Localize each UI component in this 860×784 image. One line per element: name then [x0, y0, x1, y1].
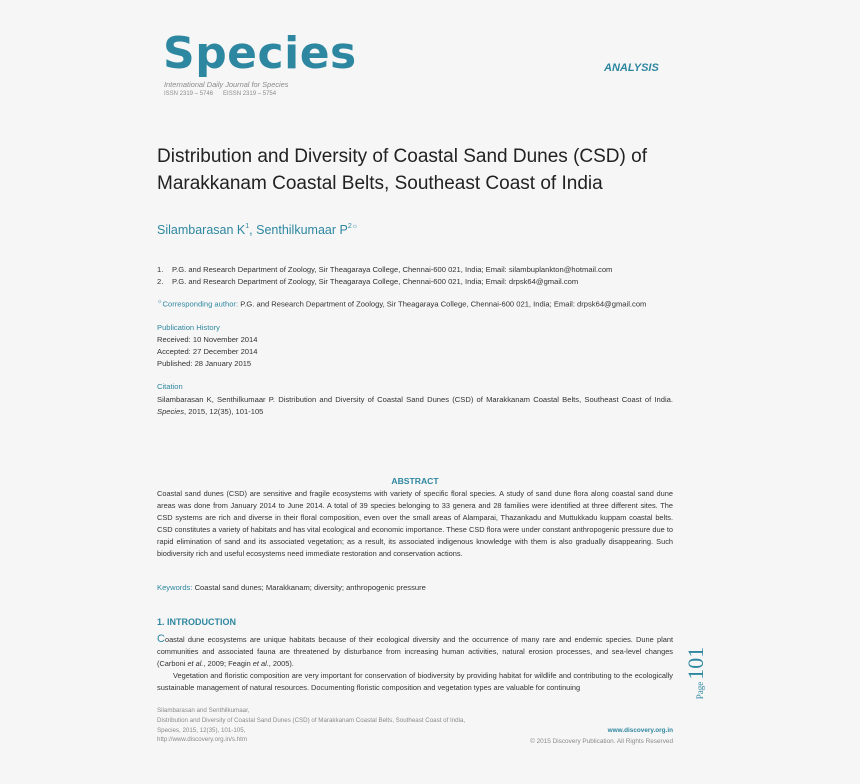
title-line-1: Distribution and Diversity of Coastal Sand Dunes (CSD) of: [157, 146, 647, 167]
footer-authors: Silambarasan and Senthilkumaar,: [157, 707, 250, 714]
introduction-paragraph-1: [157, 634, 673, 670]
author-affiliation-marker: 2☼: [347, 223, 359, 230]
corresponding-author: [157, 299, 677, 309]
issn-line: [164, 91, 276, 97]
publisher-site-link[interactable]: www.discovery.org.in: [607, 727, 673, 734]
affiliation-text: P.G. and Research Department of Zoology, Sir Theagaraya College, Chennai-600 021, India; Email: silambuplankton@hotmail.com: [172, 265, 613, 274]
citation-journal: Species: [157, 406, 185, 416]
page-number: [676, 640, 716, 706]
affiliation-2: [157, 276, 677, 288]
title-line-2: Marakkanam Coastal Belts, Southeast Coast of India: [157, 173, 603, 194]
eissn: EISSN 2319 – 5754: [223, 91, 277, 97]
corresponding-symbol-icon: ☼: [157, 299, 163, 305]
article-title: [157, 143, 697, 197]
citation-heading: Citation: [157, 382, 183, 391]
affiliation-1: [157, 264, 677, 276]
paragraph-text-italic: et al.: [187, 658, 204, 668]
keywords-label: Keywords:: [157, 583, 193, 592]
footer-publisher: [530, 725, 673, 747]
affiliation-number: 2.: [157, 277, 164, 286]
page-number-value: 101: [683, 646, 708, 680]
paragraph-text: , 2009; Feagin: [203, 658, 253, 668]
footer-url[interactable]: http://www.discovery.org.in/s.htm: [157, 736, 247, 744]
accepted-date: Accepted: 27 December 2014: [157, 347, 258, 356]
paragraph-text-italic: et al.: [252, 658, 269, 668]
issn: ISSN 2319 – 5746: [164, 91, 214, 97]
citation-volume: , 2015, 12(35), 101-105: [184, 406, 264, 416]
abstract-heading: ABSTRACT: [391, 476, 439, 486]
drop-cap: C: [157, 633, 165, 645]
paragraph-text: oastal dune ecosystems are unique habitats because of their ecological diversity and the occurrence of many rare and endemic species. Dune plant communities and associated fauna are threatened by disturbance from increasing human activities, natural erosion processes, and sea-level changes (Carboni: [157, 635, 673, 668]
page-label: Page: [695, 681, 705, 700]
citation-text: [157, 394, 673, 418]
introduction-heading: 1. INTRODUCTION: [157, 617, 237, 627]
footer-citation: [157, 706, 557, 745]
introduction-paragraph-2: Vegetation and floristic composition are very important for conservation of biodiversity by providing habitat for wildlife and contributing to the ecologically sustainable management of natural resources. Documenting floristic composition and vegetation types are valuable for continuing: [157, 670, 673, 692]
author-name: Senthilkumaar P: [256, 223, 348, 237]
keywords: [157, 583, 426, 592]
author-list: [157, 223, 358, 237]
author-affiliation-marker: 1: [245, 223, 250, 230]
corresponding-label: Corresponding author:: [162, 299, 239, 309]
author-separator: ,: [249, 223, 257, 237]
author-name: Silambarasan K: [157, 223, 246, 237]
copyright-notice: © 2015 Discovery Publication. All Rights Reserved: [530, 738, 673, 745]
introduction-body: [157, 634, 673, 694]
journal-logo: Species: [163, 28, 357, 79]
affiliation-number: 1.: [157, 265, 164, 274]
publication-history-heading: Publication History: [157, 323, 220, 332]
abstract-body: Coastal sand dunes (CSD) are sensitive and fragile ecosystems with variety of specific floral species. A study of sand dune flora along coastal sand dune areas was done from January 2014 to June 2014. A total of 39 species belonging to 33 genera and 28 families were identified at three different sites. The CSD systems are rich and diverse in their floral composition, even over the small areas of Alamparai, Thazankadu and Muttukkadu kuppam coastal belts. CSD constitutes a variety of habitats and has vital ecological and economic importance. These CSD flora were under constant anthropogenic pressure due to rapid elimination of sand and its associated vegetation; as a result, its associated indigenous knowledge with them is also gradually disappearing. Such biodiversity rich and useful ecosystems need immediate restoration and conservation actions.: [157, 489, 673, 558]
citation-authors-title: Silambarasan K, Senthilkumaar P. Distribution and Diversity of Coastal Sand Dunes (CSD) of Marakkanam Coastal Belts, Southeast Coast of India.: [157, 395, 673, 404]
affiliation-text: P.G. and Research Department of Zoology, Sir Theagaraya College, Chennai-600 021, India; Email: drpsk64@gmail.com: [172, 277, 579, 286]
article-type-label: ANALYSIS: [604, 62, 659, 74]
journal-subtitle: International Daily Journal for Species: [164, 80, 289, 89]
paragraph-text: , 2005).: [268, 658, 294, 668]
corresponding-text: P.G. and Research Department of Zoology, Sir Theagaraya College, Chennai-600 021, India; Email: drpsk64@gmail.com: [238, 299, 647, 309]
published-date: Published: 28 January 2015: [157, 359, 252, 368]
footer-title: Distribution and Diversity of Coastal Sand Dunes (CSD) of Marakkanam Coastal Belts, Southeast Coast of India,: [157, 716, 466, 724]
footer-volume: Species, 2015, 12(35), 101-105,: [157, 726, 246, 734]
received-date: Received: 10 November 2014: [157, 335, 258, 344]
keywords-text: Coastal sand dunes; Marakkanam; diversity; anthropogenic pressure: [192, 583, 426, 592]
